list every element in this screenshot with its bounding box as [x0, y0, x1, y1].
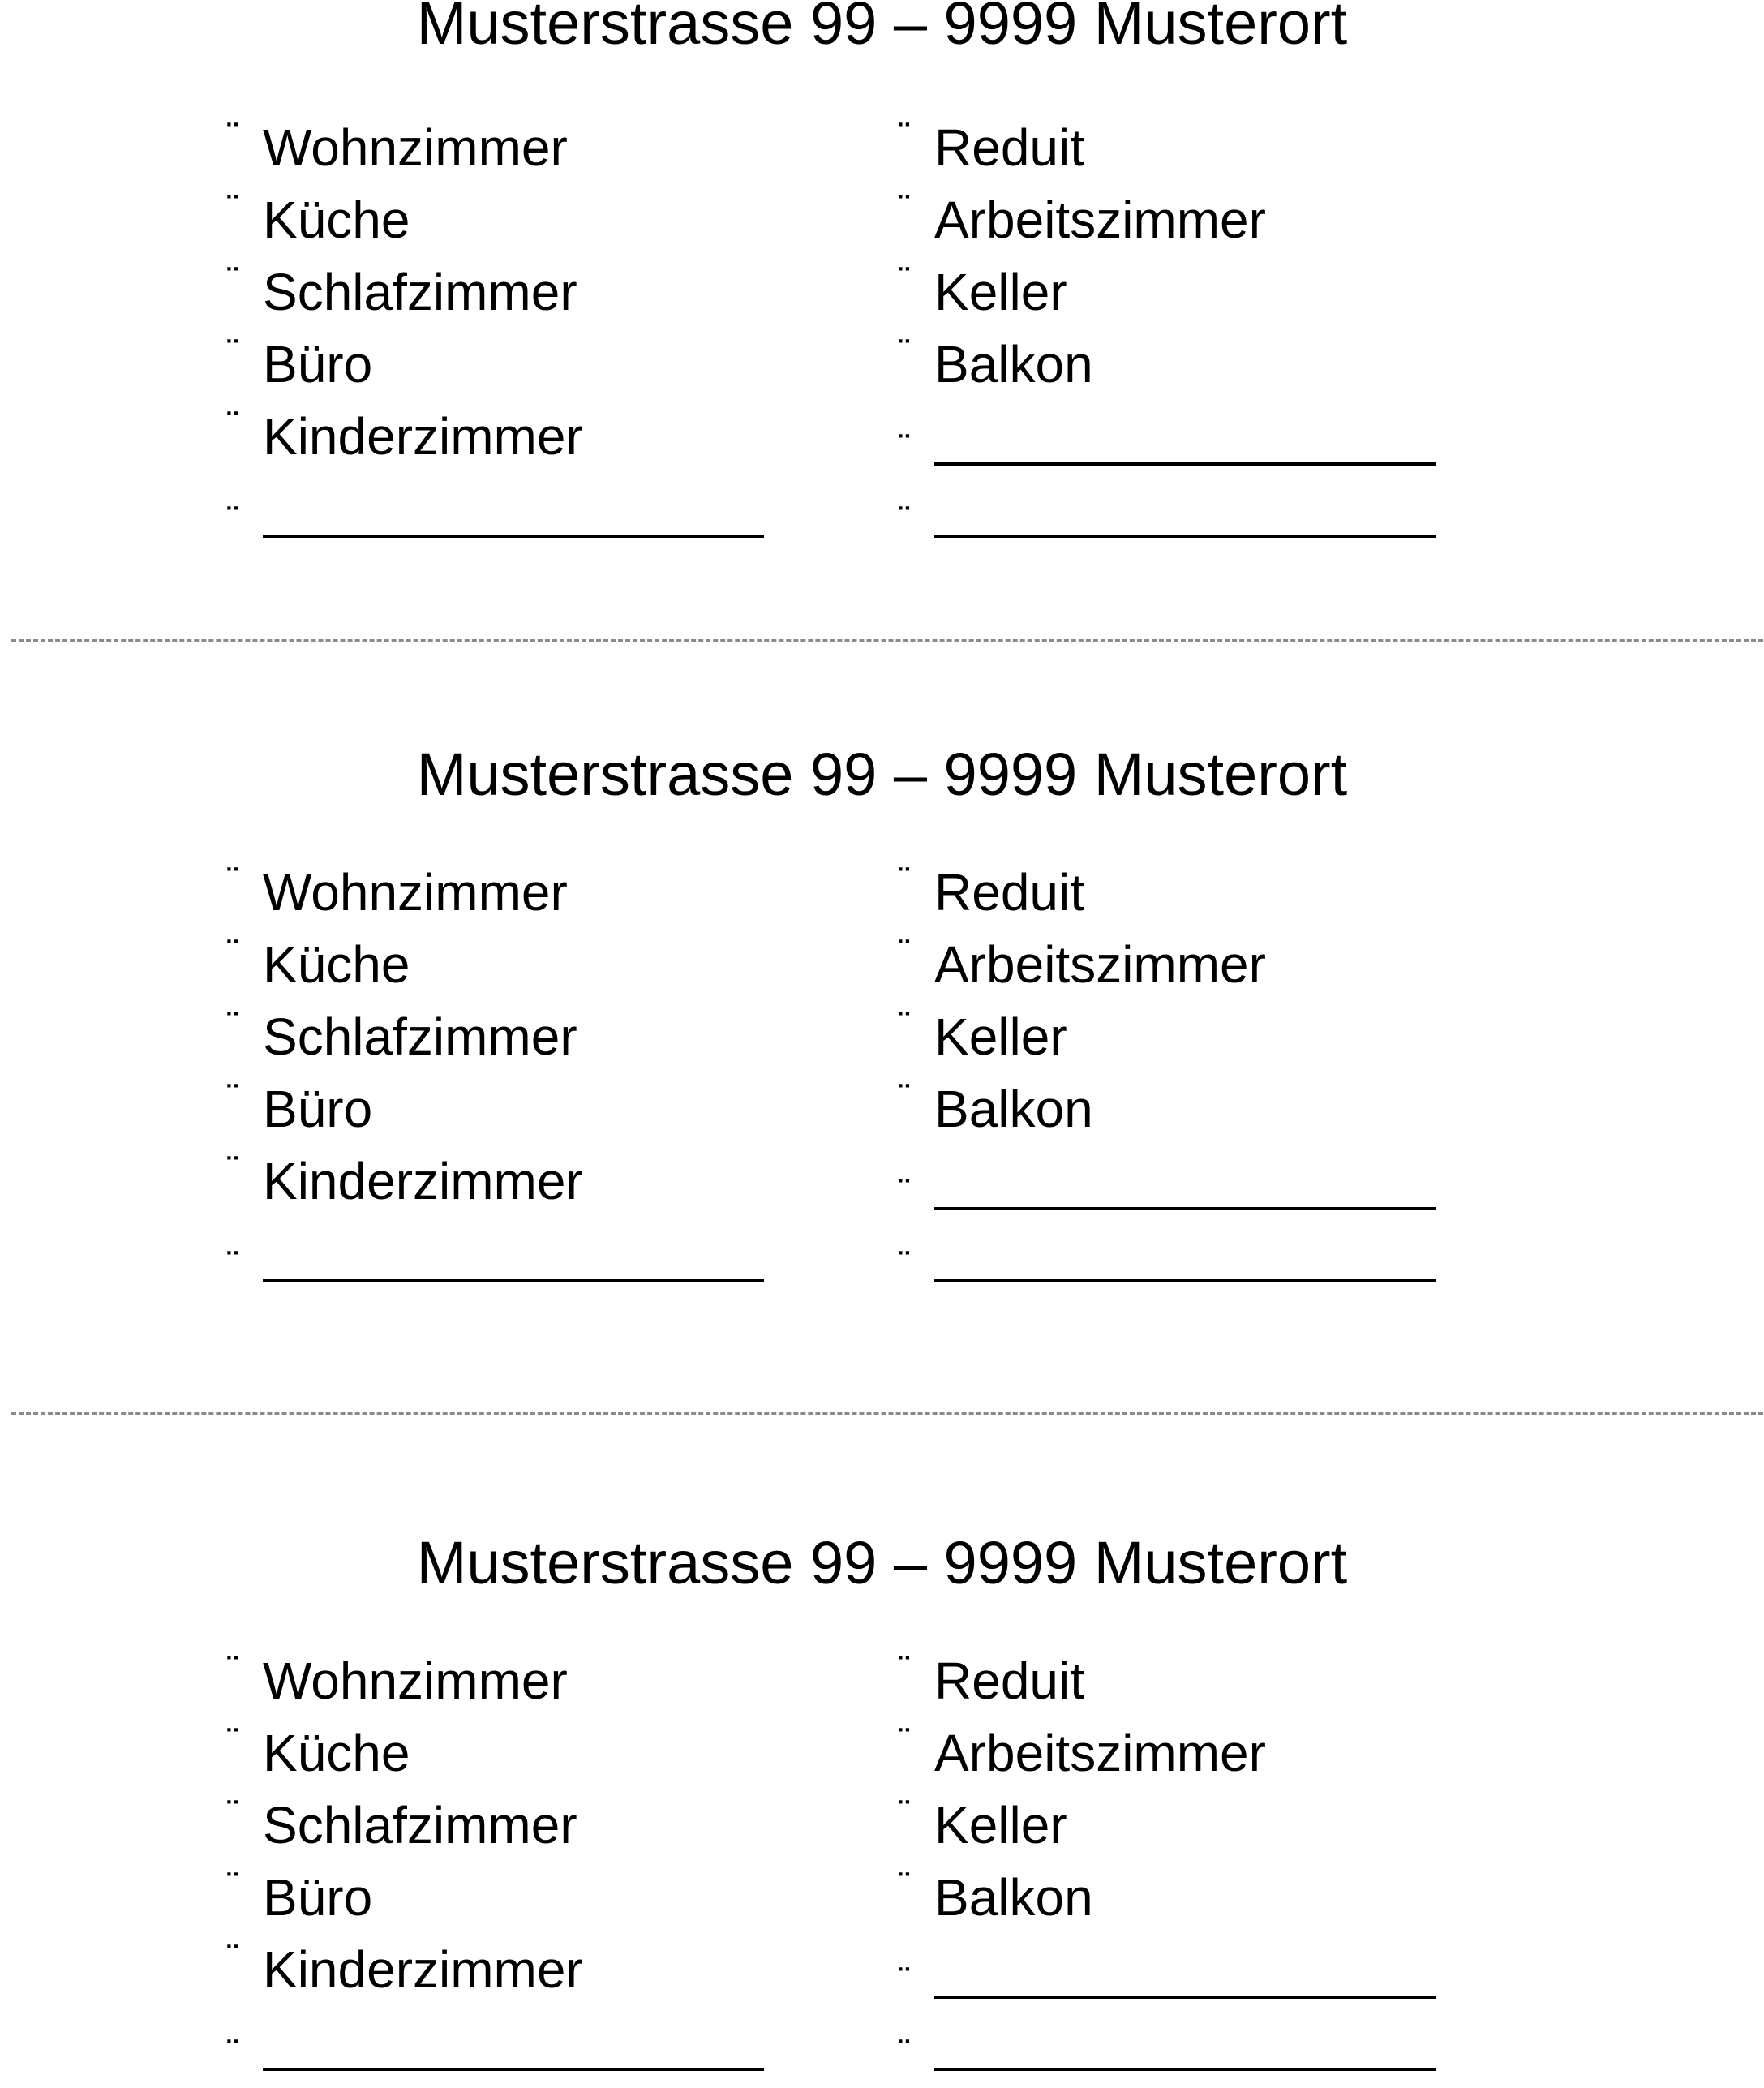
room-item-blank[interactable]	[899, 1944, 1466, 2016]
room-item[interactable]	[227, 189, 795, 266]
room-item[interactable]	[227, 333, 795, 410]
write-in-line[interactable]	[263, 2068, 764, 2071]
checkbox-icon[interactable]: ¨	[227, 117, 238, 153]
room-item[interactable]	[227, 406, 795, 483]
checkbox-icon[interactable]: ¨	[227, 934, 238, 969]
room-item-blank[interactable]	[227, 2016, 795, 2088]
room-label: Arbeitszimmer	[934, 191, 1266, 249]
checkbox-icon[interactable]: ¨	[899, 934, 910, 969]
room-item-blank[interactable]	[227, 1227, 795, 1300]
room-item-blank[interactable]	[899, 483, 1466, 555]
write-in-line[interactable]	[263, 535, 764, 538]
address-title: Musterstrasse 99 – 9999 Musterort	[416, 0, 1348, 57]
cut-line	[11, 639, 1763, 642]
room-item[interactable]	[227, 117, 795, 194]
write-in-line[interactable]	[934, 1279, 1436, 1282]
room-item[interactable]	[899, 1006, 1466, 1083]
checkbox-icon[interactable]: ¨	[227, 1078, 238, 1114]
cut-line	[11, 1412, 1763, 1415]
checkbox-icon[interactable]: ¨	[227, 861, 238, 897]
checkbox-icon[interactable]: ¨	[227, 1006, 238, 1042]
room-item[interactable]	[227, 1650, 795, 1727]
room-item-blank[interactable]	[899, 2016, 1466, 2088]
room-item[interactable]	[899, 1722, 1466, 1799]
write-in-line[interactable]	[934, 462, 1436, 466]
room-label: Wohnzimmer	[263, 863, 568, 922]
room-item[interactable]	[899, 861, 1466, 939]
checkbox-icon[interactable]: ¨	[227, 501, 238, 536]
room-item-blank[interactable]	[899, 1155, 1466, 1227]
checkbox-icon[interactable]: ¨	[899, 861, 910, 897]
checkbox-icon[interactable]: ¨	[227, 261, 238, 297]
checkbox-icon[interactable]: ¨	[227, 1150, 238, 1186]
room-item[interactable]	[899, 1650, 1466, 1727]
checkbox-icon[interactable]: ¨	[899, 501, 910, 536]
room-item[interactable]	[899, 1078, 1466, 1155]
room-label: Büro	[263, 1080, 373, 1138]
room-label: Büro	[263, 1868, 373, 1927]
checkbox-icon[interactable]: ¨	[227, 189, 238, 225]
room-item[interactable]	[227, 1722, 795, 1799]
room-item[interactable]	[899, 1794, 1466, 1871]
room-label: Arbeitszimmer	[934, 1724, 1266, 1782]
checkbox-icon[interactable]: ¨	[899, 2034, 910, 2069]
room-label: Balkon	[934, 335, 1093, 393]
room-label: Keller	[934, 1796, 1067, 1854]
checkbox-icon[interactable]: ¨	[227, 1794, 238, 1830]
room-label: Küche	[263, 935, 410, 994]
checkbox-icon[interactable]: ¨	[899, 1006, 910, 1042]
checkbox-icon[interactable]: ¨	[227, 406, 238, 441]
room-label: Wohnzimmer	[263, 118, 568, 177]
room-item[interactable]	[899, 934, 1466, 1011]
checkbox-icon[interactable]: ¨	[899, 1867, 910, 1902]
room-item[interactable]	[227, 861, 795, 939]
checkbox-icon[interactable]: ¨	[899, 1650, 910, 1686]
checkbox-icon[interactable]: ¨	[899, 1078, 910, 1114]
room-label: Kinderzimmer	[263, 1940, 583, 1999]
room-label: Schlafzimmer	[263, 263, 577, 321]
address-title: Musterstrasse 99 – 9999 Musterort	[416, 741, 1348, 808]
room-label: Schlafzimmer	[263, 1007, 577, 1066]
checkbox-icon[interactable]: ¨	[227, 1939, 238, 1974]
room-item[interactable]	[899, 261, 1466, 338]
room-item[interactable]	[227, 1006, 795, 1083]
room-label: Keller	[934, 263, 1067, 321]
write-in-line[interactable]	[934, 1207, 1436, 1210]
room-item[interactable]	[227, 1078, 795, 1155]
room-label: Reduit	[934, 118, 1084, 177]
room-item-blank[interactable]	[227, 483, 795, 555]
room-item[interactable]	[227, 1150, 795, 1227]
room-label: Büro	[263, 335, 373, 393]
room-label: Arbeitszimmer	[934, 935, 1266, 994]
checkbox-icon[interactable]: ¨	[227, 1722, 238, 1758]
room-label: Kinderzimmer	[263, 1152, 583, 1210]
checkbox-icon[interactable]: ¨	[899, 1245, 910, 1281]
room-item[interactable]	[227, 1867, 795, 1944]
room-item[interactable]	[227, 1939, 795, 2016]
write-in-line[interactable]	[934, 535, 1436, 538]
room-label: Reduit	[934, 863, 1084, 922]
checkbox-icon[interactable]: ¨	[227, 1245, 238, 1281]
checkbox-icon[interactable]: ¨	[899, 261, 910, 297]
room-item-blank[interactable]	[899, 1227, 1466, 1300]
checkbox-icon[interactable]: ¨	[227, 333, 238, 369]
room-label: Balkon	[934, 1868, 1093, 1927]
checkbox-icon[interactable]: ¨	[899, 1722, 910, 1758]
checkbox-icon[interactable]: ¨	[899, 1794, 910, 1830]
room-label: Reduit	[934, 1652, 1084, 1710]
room-item[interactable]	[227, 934, 795, 1011]
room-item[interactable]	[899, 189, 1466, 266]
checkbox-icon[interactable]: ¨	[899, 1173, 910, 1209]
write-in-line[interactable]	[934, 1996, 1436, 1999]
address-title: Musterstrasse 99 – 9999 Musterort	[416, 1529, 1348, 1596]
room-label: Kinderzimmer	[263, 407, 583, 466]
write-in-line[interactable]	[263, 1279, 764, 1282]
checkbox-icon[interactable]: ¨	[227, 1650, 238, 1686]
room-label: Balkon	[934, 1080, 1093, 1138]
room-label: Küche	[263, 1724, 410, 1782]
room-item[interactable]	[899, 333, 1466, 410]
room-label: Keller	[934, 1007, 1067, 1066]
room-label: Schlafzimmer	[263, 1796, 577, 1854]
room-item[interactable]	[227, 1794, 795, 1871]
checkbox-icon[interactable]: ¨	[899, 428, 910, 464]
checkbox-icon[interactable]: ¨	[899, 189, 910, 225]
checkbox-icon[interactable]: ¨	[899, 117, 910, 153]
room-label: Wohnzimmer	[263, 1652, 568, 1710]
checkbox-icon[interactable]: ¨	[227, 2034, 238, 2069]
room-item[interactable]	[899, 117, 1466, 194]
room-label: Küche	[263, 191, 410, 249]
checkbox-icon[interactable]: ¨	[899, 1961, 910, 1997]
room-item-blank[interactable]	[899, 410, 1466, 483]
write-in-line[interactable]	[934, 2068, 1436, 2071]
room-item[interactable]	[899, 1867, 1466, 1944]
checkbox-icon[interactable]: ¨	[227, 1867, 238, 1902]
checkbox-icon[interactable]: ¨	[899, 333, 910, 369]
room-item[interactable]	[227, 261, 795, 338]
